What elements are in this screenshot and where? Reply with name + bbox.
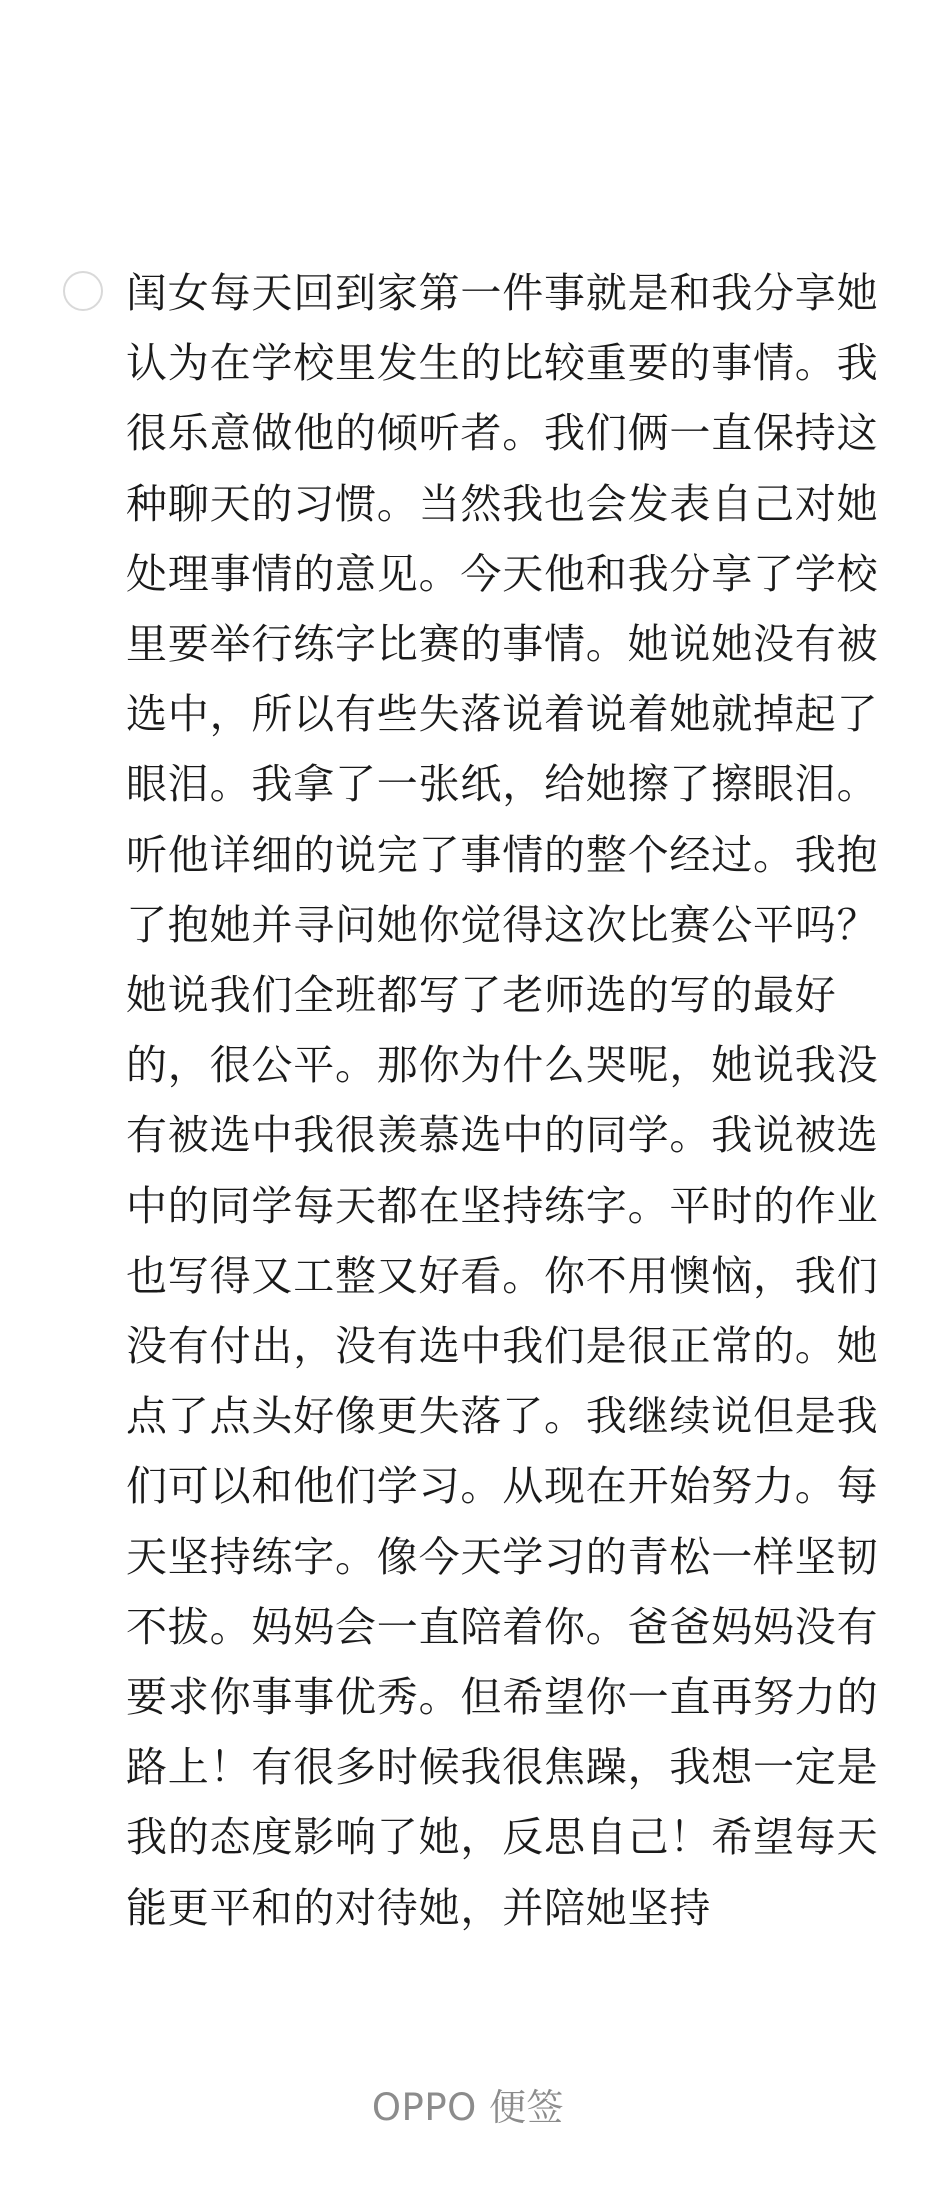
note-line: 很乐意做他的倾听者。我们俩一直保持这	[126, 409, 879, 458]
note-line: 认为在学校里发生的比较重要的事情。我	[126, 339, 879, 388]
note-line: 我的态度影响了她，反思自己！希望每天	[126, 1813, 879, 1862]
unchecked-circle-checkbox[interactable]	[63, 271, 103, 311]
note-line: 有被选中我很羡慕选中的同学。我说被选	[126, 1111, 879, 1160]
note-line: 处理事情的意见。今天他和我分享了学校	[126, 549, 879, 598]
app-watermark-label: OPPO 便签	[371, 2086, 565, 2129]
note-line: 种聊天的习惯。当然我也会发表自己对她	[126, 479, 879, 528]
note-line: 路上！有很多时候我很焦躁，我想一定是	[126, 1743, 879, 1792]
note-line: 能更平和的对待她，并陪她坚持	[126, 1883, 712, 1932]
note-line: 听他详细的说完了事情的整个经过。我抱	[126, 830, 879, 879]
note-line: 也写得又工整又好看。你不用懊恼，我们	[126, 1251, 879, 1300]
note-line: 中的同学每天都在坚持练字。平时的作业	[126, 1181, 879, 1230]
note-line: 她说我们全班都写了老师选的写的最好	[126, 971, 837, 1020]
note-line: 没有付出，没有选中我们是很正常的。她	[126, 1322, 879, 1371]
note-line: 不拔。妈妈会一直陪着你。爸爸妈妈没有	[126, 1602, 879, 1651]
note-line: 里要举行练字比赛的事情。她说她没有被	[126, 620, 879, 669]
note-line: 们可以和他们学习。从现在开始努力。每	[126, 1462, 879, 1511]
note-line: 闺女每天回到家第一件事就是和我分享她	[126, 269, 879, 317]
note-line: 眼泪。我拿了一张纸，给她擦了擦眼泪。	[126, 760, 879, 809]
note-line: 要求你事事优秀。但希望你一直再努力的	[126, 1673, 879, 1722]
note-line: 了抱她并寻问她你觉得这次比赛公平吗？	[126, 900, 879, 949]
note-line: 天坚持练字。像今天学习的青松一样坚韧	[126, 1532, 879, 1581]
note-line: 的，很公平。那你为什么哭呢，她说我没	[126, 1041, 879, 1090]
note-line: 选中，所以有些失落说着说着她就掉起了	[126, 690, 879, 739]
note-body-text[interactable]	[126, 258, 879, 1943]
note-line: 点了点头好像更失落了。我继续说但是我	[126, 1392, 879, 1441]
